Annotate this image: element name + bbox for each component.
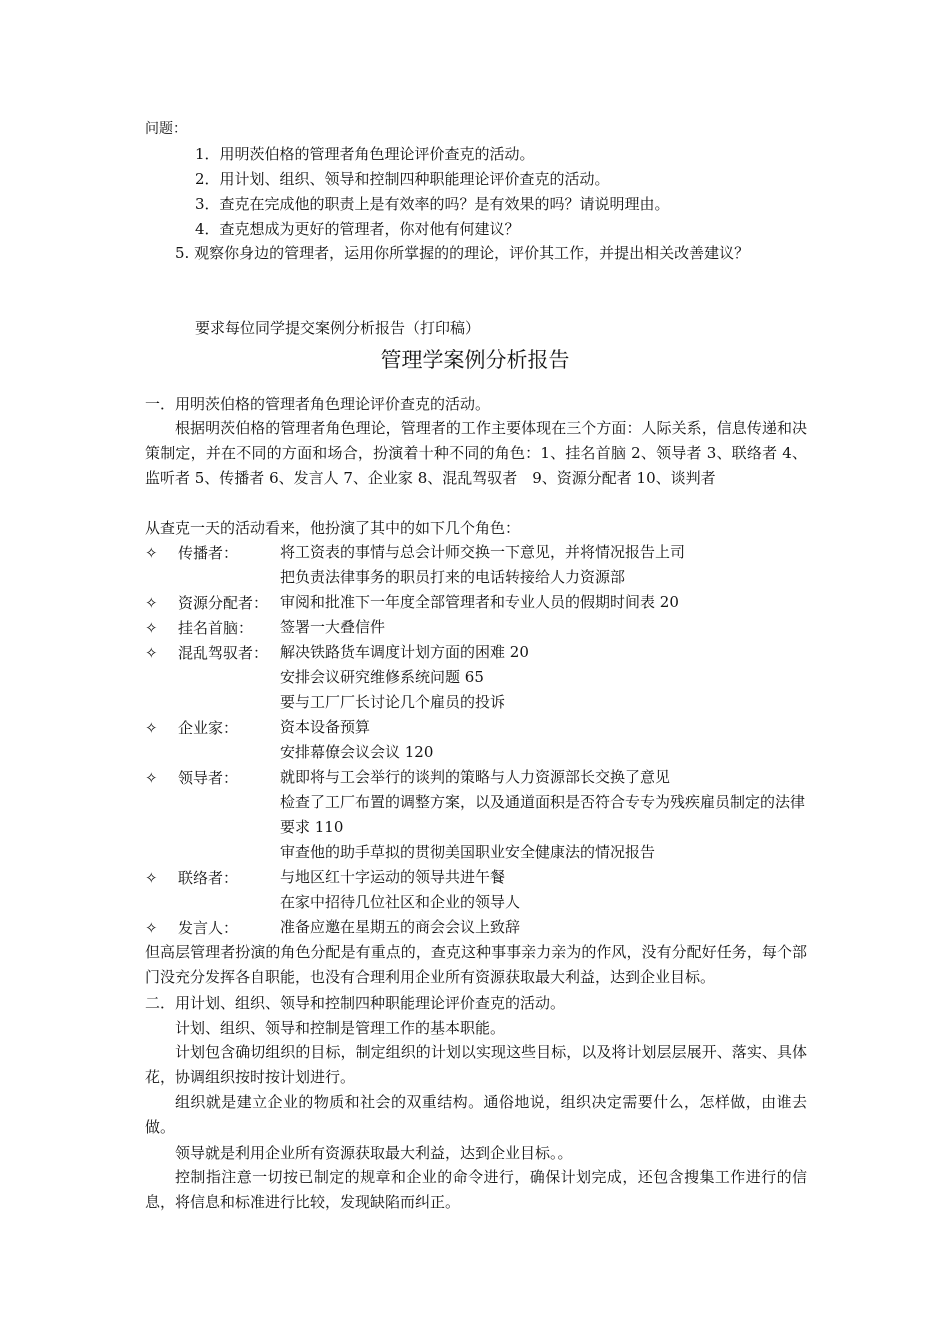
- question-1: 1．用明茨伯格的管理者角色理论评价查克的活动。: [195, 145, 535, 163]
- role-name: 资源分配者：: [178, 594, 269, 612]
- role-activities: [280, 640, 807, 715]
- role-activity: 把负责法律事务的职员打来的电话转接给人力资源部: [280, 568, 626, 586]
- role-activity: 资本设备预算: [280, 718, 371, 736]
- section-2-paragraph: 领导就是利用企业所有资源获取最大利益，达到企业目标。。: [175, 1144, 573, 1162]
- section-2-paragraph: 控制指注意一切按已制定的规章和企业的命令进行，确保计划完成，还包含搜集工作进行的信息，将信息和标准进行比较，发现缺陷而纠正。: [145, 1168, 807, 1211]
- section-2-paragraph: 计划、组织、领导和控制是管理工作的基本职能。: [175, 1019, 506, 1037]
- bullet-icon: ✧: [145, 769, 158, 787]
- role-activity: 安排会议研究维修系统问题 65: [280, 668, 484, 686]
- submission-requirement: 要求每位同学提交案例分析报告（打印稿）: [195, 319, 481, 337]
- role-activities: [280, 765, 807, 865]
- section-1-intro: 根据明茨伯格的管理者角色理论，管理者的工作主要体现在三个方面：人际关系，信息传递和决策制定，并在不同的方面和场合，扮演着十种不同的角色：1、挂名首脑 2、领导者 3、联络者 4、监听者 5、传播者 6、发言人 7、企业家 8、混乱驾驭者 9、资源分配者 10、谈判者: [145, 419, 807, 487]
- section-2-paragraph: 组织就是建立企业的物质和社会的双重结构。通俗地说，组织决定需要什么，怎样做，由谁去做。: [145, 1093, 807, 1136]
- bullet-icon: ✧: [145, 544, 158, 562]
- role-activity: 将工资表的事情与总会计师交换一下意见，并将情况报告上司: [280, 543, 686, 561]
- questions-heading: 问题：: [145, 121, 187, 137]
- role-name: 企业家：: [178, 719, 239, 737]
- role-activity: 签署一大叠信件: [280, 618, 386, 636]
- bullet-icon: ✧: [145, 594, 158, 612]
- question-4: 4．查克想成为更好的管理者，你对他有何建议？: [195, 220, 520, 238]
- role-activity: 审查他的助手草拟的贯彻美国职业安全健康法的情况报告: [280, 843, 656, 861]
- role-activity: 审阅和批准下一年度全部管理者和专业人员的假期时间表 20: [280, 593, 679, 611]
- role-activity: 检查了工厂布置的调整方案，以及通道面积是否符合专专为残疾雇员制定的法律要求 110: [280, 793, 806, 836]
- question-3: 3．查克在完成他的职责上是有效率的吗？是有效果的吗？请说明理由。: [195, 195, 670, 213]
- role-activities: [280, 540, 807, 590]
- role-name: 领导者：: [178, 769, 239, 787]
- bullet-icon: ✧: [145, 719, 158, 737]
- bullet-icon: ✧: [145, 919, 158, 937]
- question-2: 2．用计划、组织、领导和控制四种职能理论评价查克的活动。: [195, 170, 610, 188]
- role-name: 混乱驾驭者：: [178, 644, 269, 662]
- role-name: 传播者：: [178, 544, 239, 562]
- role-activity: 在家中招待几位社区和企业的领导人: [280, 893, 521, 911]
- role-name: 发言人：: [178, 919, 239, 937]
- section-2-paragraph: 计划包含确切组织的目标，制定组织的计划以实现这些目标，以及将计划层层展开、落实、具体花，协调组织按时按计划进行。: [145, 1043, 807, 1086]
- bullet-icon: ✧: [145, 869, 158, 887]
- role-activity: 准备应邀在星期五的商会会议上致辞: [280, 918, 521, 936]
- report-title: 管理学案例分析报告: [380, 348, 570, 372]
- bullet-icon: ✧: [145, 619, 158, 637]
- role-activity: 安排幕僚会议会议 120: [280, 743, 434, 761]
- role-activities: [280, 715, 807, 765]
- section-1-lead: 从查克一天的活动看来，他扮演了其中的如下几个角色：: [145, 519, 521, 537]
- role-activities: [280, 615, 807, 640]
- role-activity: 与地区红十字运动的领导共进午餐: [280, 868, 506, 886]
- role-activities: [280, 915, 807, 940]
- role-activities: [280, 590, 807, 615]
- role-name: 挂名首脑：: [178, 619, 254, 637]
- section-1-heading: 一．用明茨伯格的管理者角色理论评价查克的活动。: [145, 395, 491, 413]
- section-1-conclusion: 但高层管理者扮演的角色分配是有重点的，查克这种事事亲力亲为的作风，没有分配好任务，每个部门没充分发挥各自职能，也没有合理利用企业所有资源获取最大利益，达到企业目标。: [145, 943, 807, 986]
- question-5: 5. 观察你身边的管理者，运用你所掌握的的理论，评价其工作，并提出相关改善建议？: [175, 244, 750, 262]
- role-activity: 就即将与工会举行的谈判的策略与人力资源部长交换了意见: [280, 768, 671, 786]
- role-activity: 要与工厂厂长讨论几个雇员的投诉: [280, 693, 506, 711]
- section-2-heading: 二．用计划、组织、领导和控制四种职能理论评价查克的活动。: [145, 994, 566, 1012]
- role-activities: [280, 865, 807, 915]
- role-activity: 解决铁路货车调度计划方面的困难 20: [280, 643, 529, 661]
- role-name: 联络者：: [178, 869, 239, 887]
- bullet-icon: ✧: [145, 644, 158, 662]
